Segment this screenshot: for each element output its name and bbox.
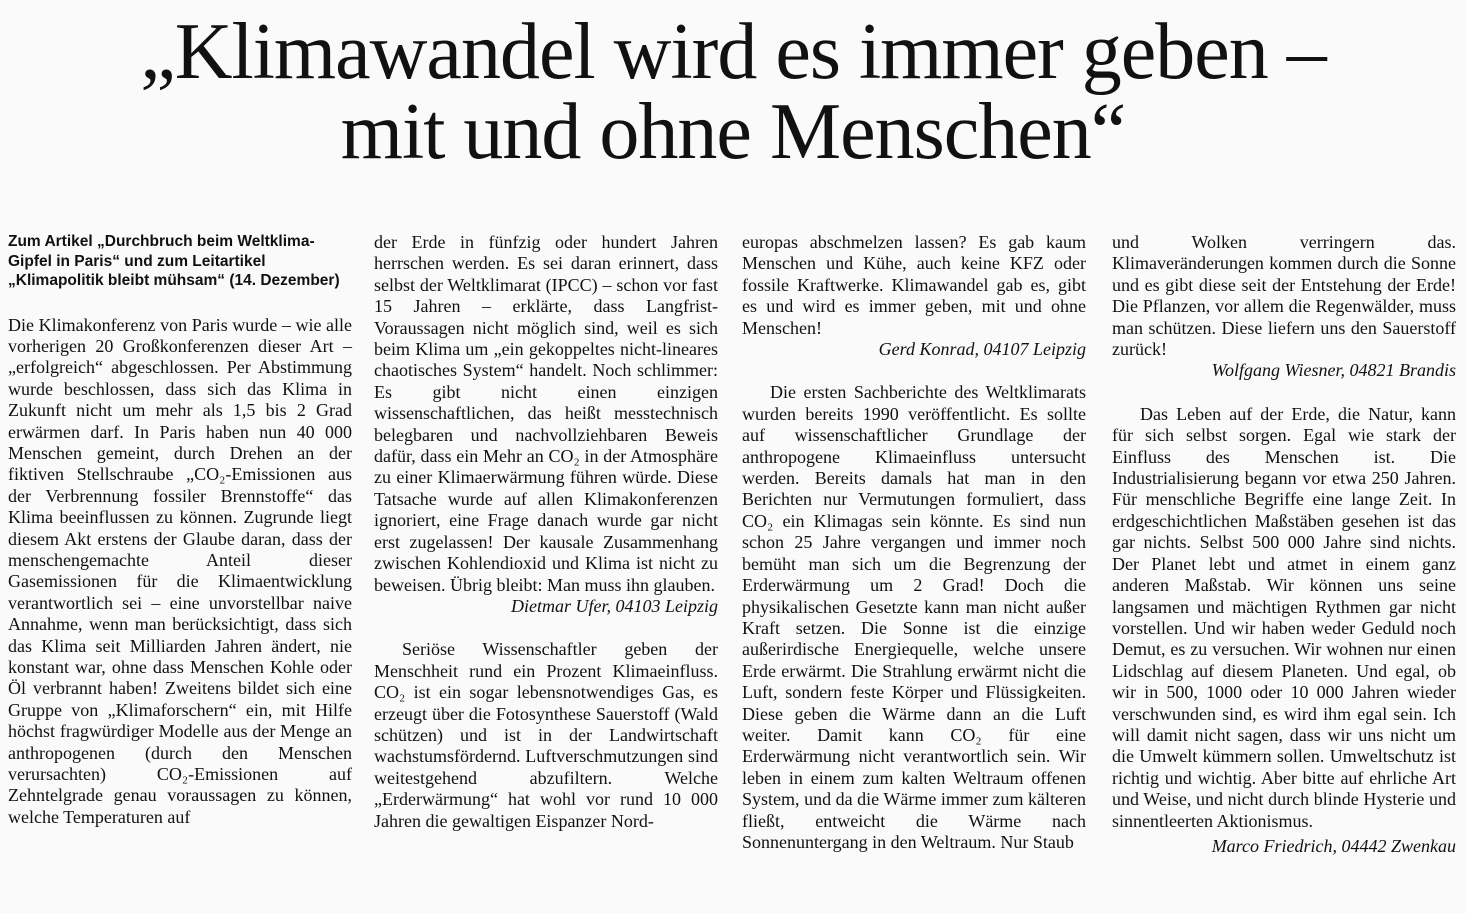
letter-text: Seriöse Wissenschaftler geben der Menschheit rund ein Prozent Klimaeinfluss. CO₂ ist ein sogar lebensnotwendiges Gas, es erzeugt über die Fotosynthese Sauerstoff (Wald schützen) und ist in der Landwirtschaft wachstumsfördernd. Luftverschmutzungen sind weitestgehend abzufiltern. Welche „Erderwärmung“ hat wohl vor rund 10 000 Jahren die gewaltigen Eispanzer Nord- — [374, 639, 718, 831]
letter-text: Die Klimakonferenz von Paris wurde – wie alle vorherigen 20 Großkonferenzen dieser Art – „erfolgreich“ abgeschlossen. Per Abstimmung wurde beschlossen, dass sich das Klima in Zukunft nicht um mehr als 1,5 bis 2 Grad erwärmen darf. In Paris haben nun 40 000 Menschen gemeint, durch Drehen an der fiktiven Stellschraube „CO₂-Emissionen aus der Verbrennung fossiler Brennstoffe“ das Klima beeinflussen zu können. Zugrunde liegt diesem Akt erstens der Glaube daran, dass der menschengemachte Anteil dieser Gasemissionen für die Klimaentwicklung verantwortlich sei – eine unvorstellbar naive Annahme, wenn man berücksichtigt, dass sich das Klima seit Milliarden Jahren ändert, nie konstant war, ohne dass Menschen Kohle oder Öl verbrannt haben! Zweitens bildet sich eine Gruppe von „Klimaforschern“ ein, mit Hilfe höchst fragwürdiger Modelle aus der Menge an anthropogenen (durch den Menschen verursachten) CO₂-Emissionen auf Zehntelgrade genau voraussagen zu können, welche Temperaturen auf — [8, 314, 352, 827]
headline-line-2: mit und ohne Menschen“ — [340, 88, 1126, 176]
column-3 — [742, 232, 1086, 853]
article-reference: Zum Artikel „Durchbruch beim Weltklima-Gipfel in Paris“ und zum Leitartikel „Klimapolitik bleibt mühsam“ (14. Dezember) — [8, 233, 340, 289]
letter-text: europas abschmelzen lassen? Es gab kaum Menschen und Kühe, auch keine KFZ oder fossile Kraftwerke. Klimawandel gab es, gibt es und wird es immer geben, mit und ohne Menschen! — [742, 232, 1086, 338]
letter-text: Das Leben auf der Erde, die Natur, kann für sich selbst sorgen. Egal wie stark der Einfluss des Menschen ist. Die Industrialisierung begann vor etwa 250 Jahren. Für menschliche Begriffe eine lange Zeit. In erdgeschichtlichen Maßstäben gesehen ist das gar nichts. Selbst 500 000 Jahre sind nichts. Der Planet lebt und atmet in einem ganz anderen Maßstab. Wir können uns seine langsamen und mächtigen Rythmen gar nicht vorstellen. Und wir haben weder Geduld noch Demut, es zu versuchen. Wir wohnen nur einen Lidschlag auf diesem Planeten. Und egal, ob wir in 500, 1000 oder 10 000 Jahren wieder verschwunden sind, es wird ihm egal sein. Ich will damit nicht sagen, dass wir uns nicht um die Umwelt kümmern sollen. Umweltschutz ist richtig und wichtig. Aber bitte auf ehrliche Art und Weise, und nicht durch blinde Hysterie und sinnentleerten Aktionismus. — [1112, 403, 1456, 831]
letter-text: und Wolken verringern das. Klimaveränderungen kommen durch die Sonne und es gibt diese seit der Entstehung der Erde! Die Pflanzen, vor allem die Regenwälder, muss man schützen. Diese liefern uns den Sauerstoff zurück! — [1112, 232, 1456, 360]
headline — [0, 0, 1466, 176]
column-2 — [374, 232, 718, 832]
column-4 — [1112, 232, 1456, 879]
letter-text: der Erde in fünfzig oder hundert Jahren herrschen werden. Es sei daran erinnert, dass selbst der Weltklimarat (IPCC) – schon vor fast 15 Jahren – erklärte, dass Langfrist-Voraussagen nicht möglich sind, weil es sich beim Klima um „ein gekoppeltes nicht-lineares chaotisches System“ handelt. Noch schlimmer: Es gibt nicht einen einzigen wissenschaftlichen, das heißt messtechnisch belegbaren und nachvollziehbaren Beweis dafür, dass ein Mehr an CO₂ in der Atmosphäre zu einer Klimaerwärmung führen würde. Diese Tatsache wurde auf allen Klimakonferenzen ignoriert, eine Frage danach wurde gar nicht erst zugelassen! Der kausale Zusammenhang zwischen Kohlendioxid und Klima ist nicht zu beweisen. Übrig bleibt: Man muss ihn glauben. — [374, 232, 718, 595]
letter-signature: Gerd Konrad, 04107 Leipzig — [878, 339, 1086, 360]
letter-signature: Wolfgang Wiesner, 04821 Brandis — [1211, 360, 1456, 381]
letter-signature: Dietmar Ufer, 04103 Leipzig — [511, 595, 718, 616]
headline-line-1: „Klimawandel wird es immer geben – — [140, 8, 1326, 96]
column-1 — [8, 232, 352, 828]
letter-text: Die ersten Sachberichte des Weltklimarats wurden bereits 1990 veröffentlicht. Es sollte auf wissenschaftlicher Grundlage der anthropogene Klimaeinfluss untersucht werden. Bereits damals hat man in den Berichten nur Vermutungen formuliert, dass CO₂ ein Klimagas sein könnte. Es sind nun schon 25 Jahre vergangen und immer noch bemüht man sich um die Begrenzung der Erderwärmung um 2 Grad! Doch die physikalischen Gesetzte kann man nicht außer Kraft setzen. Die Sonne ist die einzige außerirdische Energiequelle, welche unsere Erde erwärmt. Die Strahlung erwärmt nicht die Luft, sondern feste Körper und Flüssigkeiten. Diese geben die Wärme dann an die Luft weiter. Damit kann CO₂ für eine Erderwärmung nicht verantwortlich sein. Wir leben in einem zum kalten Weltraum offenen System, und da die Wärme immer zum kälteren fließt, entweicht die Wärme nach Sonnenuntergang in den Weltraum. Nur Staub — [742, 382, 1086, 852]
letter-signature: Marco Friedrich, 04442 Zwenkau — [1211, 835, 1456, 856]
